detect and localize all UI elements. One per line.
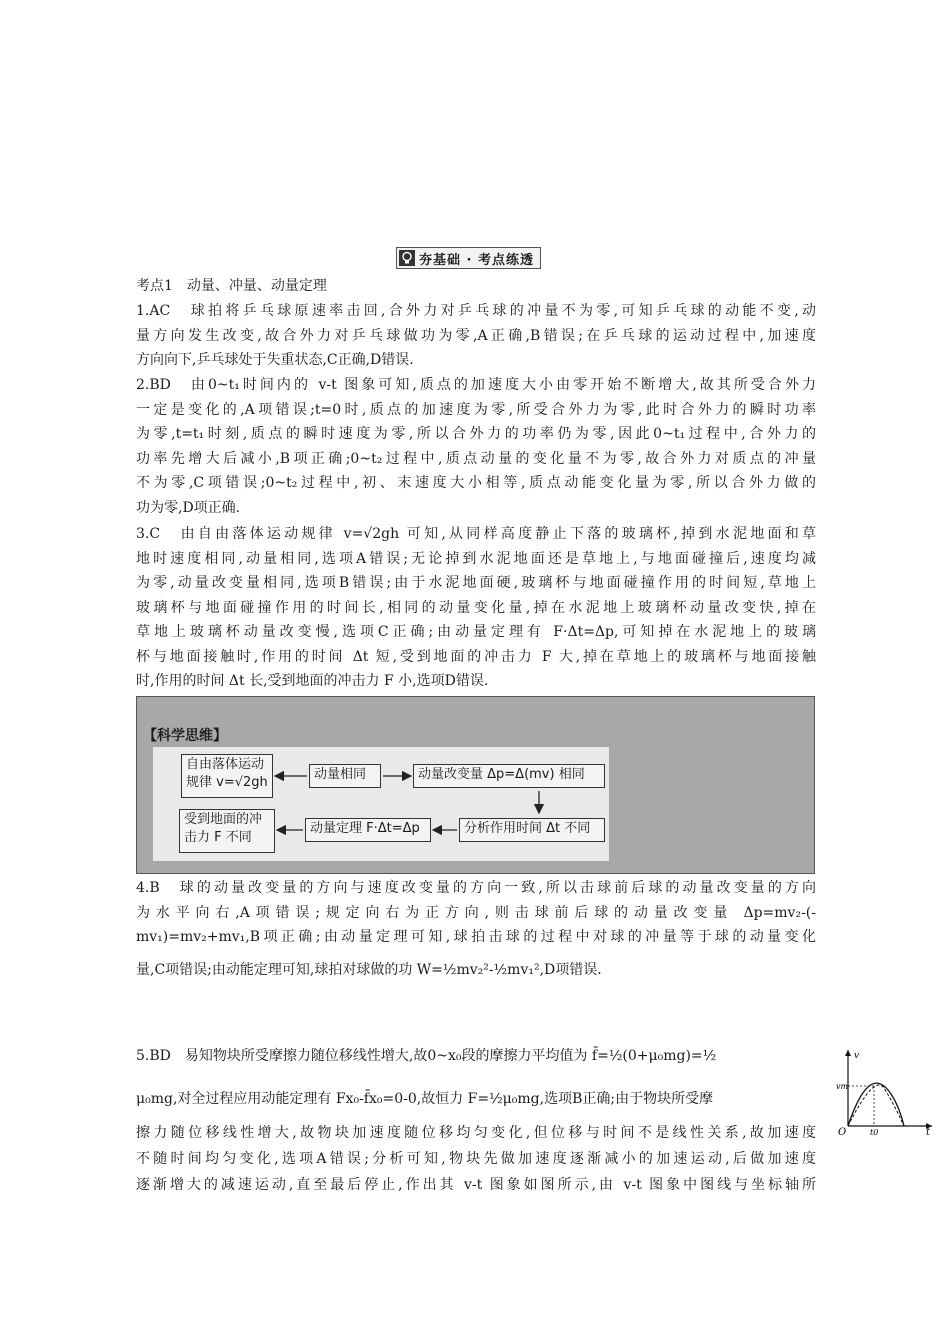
origin-label: O — [838, 1127, 847, 1136]
answer-2: 2.BD 由0~t₁时间内的 v-t 图象可知,质点的加速度大小由零开始不断增大,故其所受合外力 一定是变化的,A项错误;t=0时,质点的加速度为零,所受合外力为零,此时合外力的瞬时功率 为零,t=t₁时刻,质点的瞬时速度为零,所以合外力的功率仍为零,因此0~t₁过程中,合外力的 功率先增大后减小,B项正确;0~t₂过程中,质点动量的变化量不为零,故合外力对质点的冲量 不为零,C项错误;0~t₂过程中,初、末速度大小相等,质点动能变化量为零,所以合外力做的 功为零,D项正确. — [136, 377, 816, 516]
vt-graph — [836, 1046, 936, 1136]
t-axis-label: t — [926, 1127, 931, 1136]
flow-diagram — [153, 747, 609, 861]
banner-title: 夯基础 · 考点练透 — [419, 252, 534, 268]
answer-1: 1.AC 球拍将乒乓球原速率击回,合外力对乒乓球的冲量不为零,可知乒乓球的动能不变,动 量方向发生改变,故合外力对乒乓球做功为零,A正确,B错误;在乒乓球的运动过程中,加速度 方向向下,乒乓球处于失重状态,C正确,D错误. — [136, 303, 816, 368]
lightbulb-icon — [399, 250, 415, 266]
v-axis-label: v — [854, 1051, 860, 1061]
answer-3: 3.C 由自由落体运动规律 v=√2gh 可知,从同样高度静止下落的玻璃杯,掉到水泥地面和草 地时速度相同,动量相同,选项A错误;无论掉到水泥地面还是草地上,与地面碰撞后,速度均减 为零,动量改变量相同,选项B错误;由于水泥地面硬,玻璃杯与地面碰撞作用的时间短,草地上 玻璃杯与地面碰撞作用的时间长,相同的动量变化量,掉在水泥地上玻璃杯动量改变快,掉在 草地上玻璃杯动量改变慢,选项C正确;由动量定理有 F·Δt=Δp,可知掉在水泥地上的玻璃 杯与地面接触时,作用的时间 Δt 短,受到地面的冲击力 F 大,掉在草地上的玻璃杯与地面接触 时,作用的时间 Δt 长,受到地面的冲击力 F 小,选项D错误. — [136, 526, 816, 689]
flow-box-impact-force: 受到地面的冲 击力 F 不同 — [179, 809, 275, 853]
flow-box-momentum-theorem: 动量定理 F·Δt=Δp — [305, 818, 431, 842]
flow-box-action-time: 分析作用时间 Δt 不同 — [459, 818, 605, 842]
flow-box-free-fall: 自由落体运动 规律 v=√2gh — [181, 754, 273, 798]
section-banner — [396, 247, 541, 269]
panel-label: 【科学思维】 — [143, 728, 227, 744]
answer-4: 4.B 球的动量改变量的方向与速度改变量的方向一致,所以击球前后球的动量改变量的方向 为水平向右,A项错误;规定向右为正方向,则击球前后球的动量改变量 Δp=mv₂-(- mv₁)=mv₂+mv₁,B项正确;由动量定理可知,球拍击球的过程中对球的冲量等于球的动量变化 量,C项错误;由动能定理可知,球拍对球做的功 W=½mv₂²-½mv₁²,D项错误. — [136, 880, 816, 978]
t0-label: t0 — [870, 1128, 879, 1136]
science-thinking-panel — [136, 696, 815, 874]
answer-5: 5.BD 易知物块所受摩擦力随位移线性增大,故0~x₀段的摩擦力平均值为 f̄=½(0+μ₀mg)=½ μ₀mg,对全过程应用动能定理有 Fx₀-f̄x₀=0-0,故恒力 F=½μ₀mg,选项B正确;由于物块所受摩 擦力随位移线性增大,故物块加速度随位移均匀变化,但位移与时间不是线性关系,故加速度 不随时间均匀变化,选项A错误;分析可知,物块先做加速度逐渐减小的加速运动,后做加速度 逐渐增大的减速运动,直至最后停止,作出其 v-t 图象如图所示,由 v-t 图象中图线与坐标轴所 — [136, 1048, 816, 1193]
section-heading: 考点1 动量、冲量、动量定理 — [136, 278, 327, 294]
flow-box-momentum-change: 动量改变量 Δp=Δ(mv) 相同 — [413, 764, 605, 788]
vm-label: vm — [836, 1082, 849, 1091]
flow-box-same-momentum: 动量相同 — [309, 764, 381, 788]
